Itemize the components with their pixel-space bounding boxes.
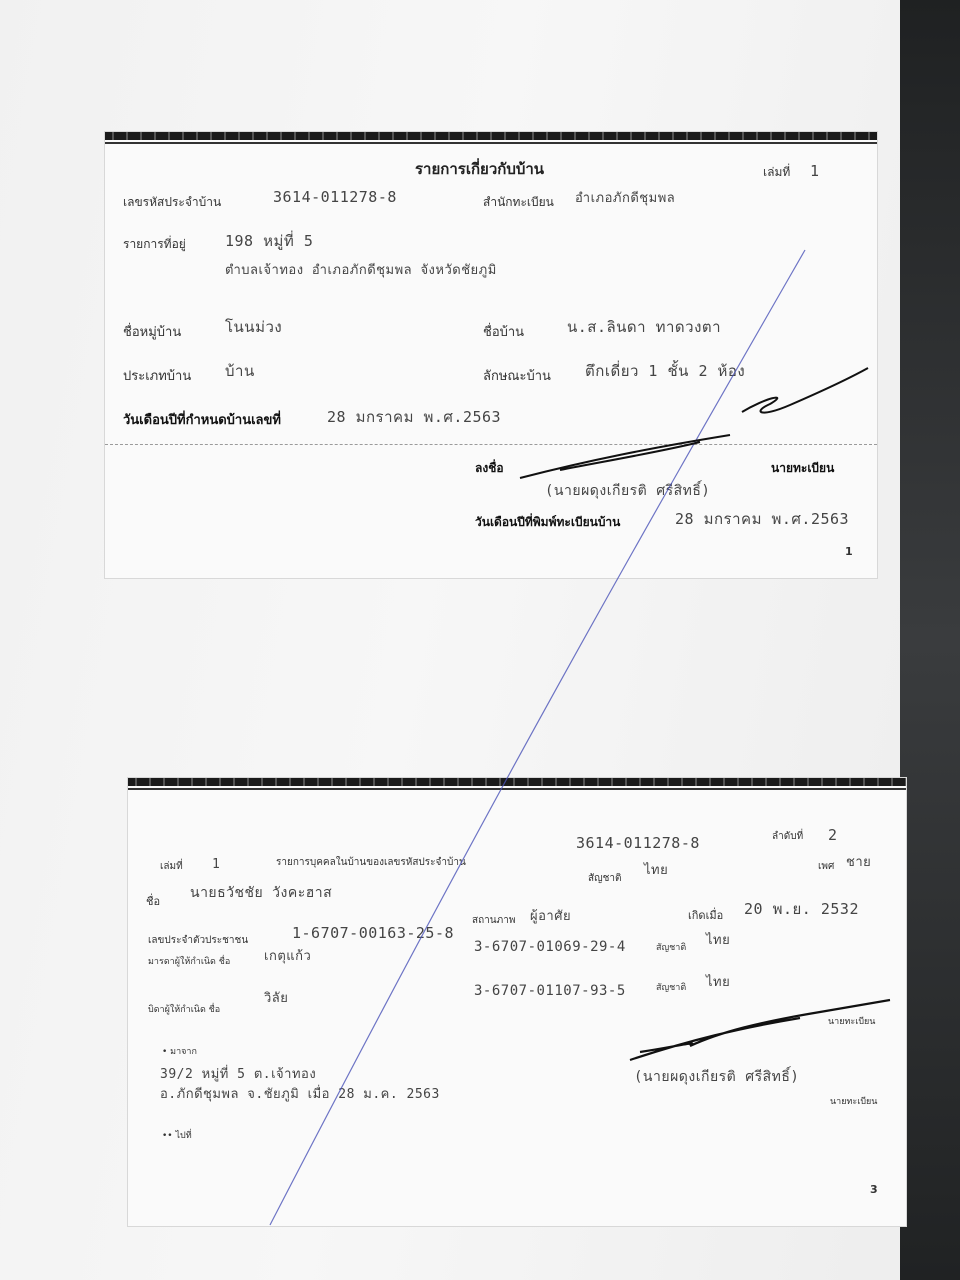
moved-from-line-1: 39/2 หมู่ที่ 5 ต.เจ้าทอง	[160, 1067, 317, 1082]
father-id-value: 3-6707-01107-93-5	[474, 983, 626, 999]
registrar-name: (นายผดุงเกียรติ ศรีสิทธิ์)	[545, 483, 711, 499]
house-type-label: ประเภทบ้าน	[123, 369, 192, 384]
father-name-value: วิลัย	[264, 991, 289, 1006]
page-number: 1	[845, 545, 853, 558]
house-style-value: ตึกเดี่ยว 1 ชั้น 2 ห้อง	[585, 362, 746, 380]
mother-name-value: เกตุแก้ว	[264, 949, 312, 964]
id-label: เลขประจำตัวประชาชน	[148, 935, 249, 946]
book-label: เล่มที่	[160, 861, 183, 872]
status-value: ผู้อาศัย	[530, 909, 572, 924]
house-style-label: ลักษณะบ้าน	[483, 369, 551, 384]
sign-label: ลงชื่อ	[475, 461, 504, 475]
book-label: เล่มที่	[763, 165, 791, 179]
assigned-date-value: 28 มกราคม พ.ศ.2563	[327, 408, 502, 426]
sex-label: เพศ	[818, 861, 835, 872]
order-number: 2	[828, 826, 838, 844]
house-name-value: น.ส.ลินดา ทาดวงตา	[567, 318, 722, 336]
print-date-value: 28 มกราคม พ.ศ.2563	[675, 510, 850, 528]
registry-office-label: สำนักทะเบียน	[483, 195, 554, 209]
name-label: ชื่อ	[146, 895, 161, 908]
moved-to-label: •• ไปที่	[162, 1131, 192, 1141]
sex-value: ชาย	[846, 855, 872, 870]
address-label: รายการที่อยู่	[123, 237, 186, 251]
id-value: 1-6707-00163-25-8	[292, 924, 455, 942]
registrar-title: นายทะเบียน	[771, 461, 835, 475]
registrar-title-1: นายทะเบียน	[828, 1017, 876, 1027]
mother-nationality-value: ไทย	[706, 933, 731, 948]
print-date-label: วันเดือนปีที่พิมพ์ทะเบียนบ้าน	[475, 515, 621, 529]
nationality-label: สัญชาติ	[588, 873, 622, 884]
registrar-title-2: นายทะเบียน	[830, 1097, 878, 1107]
village-label: ชื่อหมู่บ้าน	[123, 325, 182, 340]
registrar-signature-2	[630, 1000, 890, 1060]
house-type-value: บ้าน	[225, 362, 255, 380]
address-line-2: ตำบลเจ้าทอง อำเภอภักดีชุมพล จังหวัดชัยภูมิ	[225, 263, 497, 278]
mother-id-value: 3-6707-01069-29-4	[474, 939, 626, 955]
house-id-value: 3614-011278-8	[576, 834, 700, 852]
moved-from-label: • มาจาก	[162, 1047, 197, 1057]
assigned-date-label: วันเดือนปีที่กำหนดบ้านเลขที่	[123, 413, 281, 428]
moved-from-line-2: อ.ภักดีชุมพล จ.ชัยภูมิ เมื่อ 28 ม.ค. 2563	[160, 1087, 440, 1102]
card-title: รายการเกี่ยวกับบ้าน	[415, 160, 545, 178]
house-id-value: 3614-011278-8	[273, 188, 397, 206]
nationality-value: ไทย	[644, 863, 669, 878]
book-number: 1	[810, 162, 820, 180]
registrar-name: (นายผดุงเกียรติ ศรีสิทธิ์)	[634, 1069, 800, 1085]
diagonal-pen-line	[270, 250, 805, 1225]
address-line-1: 198 หมู่ที่ 5	[225, 232, 314, 250]
village-value: โนนม่วง	[225, 318, 283, 336]
book-number: 1	[212, 857, 221, 872]
mother-nationality-label: สัญชาติ	[656, 943, 687, 953]
mother-label: มารดาผู้ให้กำเนิด ชื่อ	[148, 957, 231, 967]
registrar-signature-1	[520, 368, 868, 478]
house-name-label: ชื่อบ้าน	[483, 325, 525, 340]
birth-label: เกิดเมื่อ	[688, 909, 724, 922]
father-label: บิดาผู้ให้กำเนิด ชื่อ	[148, 1005, 221, 1015]
birth-value: 20 พ.ย. 2532	[744, 900, 859, 918]
father-nationality-label: สัญชาติ	[656, 983, 687, 993]
father-nationality-value: ไทย	[706, 975, 731, 990]
status-label: สถานภาพ	[472, 915, 516, 926]
order-label: ลำดับที่	[772, 831, 804, 842]
persons-list-label: รายการบุคคลในบ้านของเลขรหัสประจำบ้าน	[276, 857, 466, 868]
registry-office-value: อำเภอภักดีชุมพล	[575, 191, 676, 206]
name-value: นายธวัชชัย วังคะฮาส	[190, 885, 333, 901]
page-number: 3	[870, 1183, 878, 1196]
house-id-label: เลขรหัสประจำบ้าน	[123, 195, 222, 209]
